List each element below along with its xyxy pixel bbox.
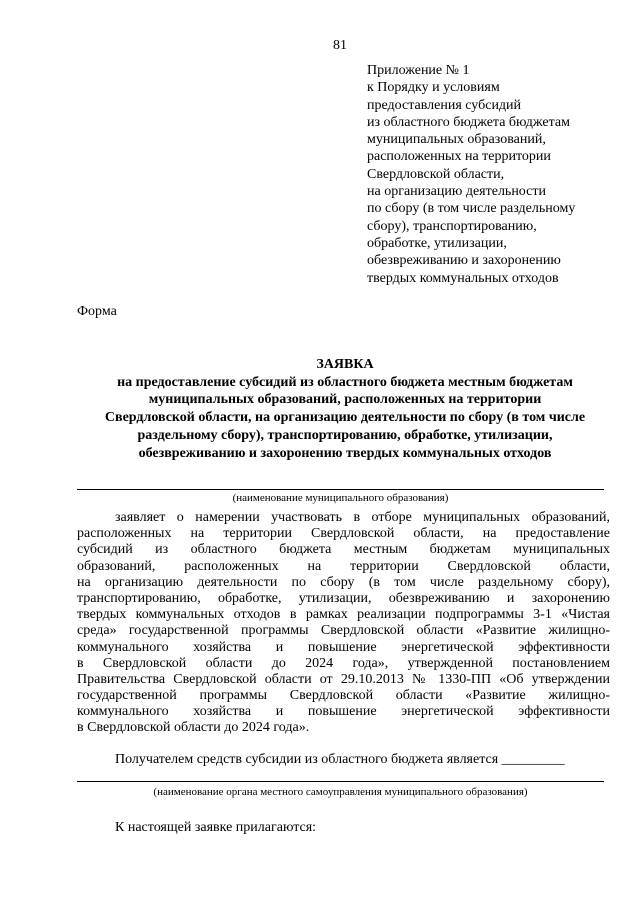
appendix-line: обезвреживанию и захоронению [367, 253, 561, 269]
body-line: расположенных на территории Свердловской области, на предоставление [77, 526, 610, 542]
title-line: муниципальных образований, расположенных на территории [148, 392, 542, 408]
municipality-fill-line [77, 489, 604, 490]
body-line: в Свердловской области до 2024 года», утвержденной постановлением [77, 655, 610, 671]
body-line: твердых коммунальных отходов в рамках реализации подпрограммы 3-1 «Чистая [77, 607, 610, 623]
application-body [77, 510, 610, 737]
appendix-line: к Порядку и условиям [367, 80, 500, 96]
appendix-line: муниципальных образований, [367, 132, 546, 148]
appendix-line: Приложение № 1 [367, 63, 470, 78]
body-line: коммунального хозяйства и повышение энергетической эффективности [77, 704, 610, 720]
body-line: субсидий из областного бюджета местным бюджетам муниципальных [77, 542, 610, 558]
body-line: Правительства Свердловской области от 29.10.2013 № 1330-ПП «Об утверждении [77, 671, 610, 687]
body-line: транспортированию, обработке, утилизации, обезвреживанию и захоронению [77, 590, 610, 606]
body-line: государственной программы Свердловской области «Развитие жилищно- [77, 688, 610, 704]
body-line: заявляет о намерении участвовать в отборе муниципальных образований, [115, 510, 610, 525]
appendix-line: обработке, утилизации, [367, 235, 507, 251]
body-line: среда» государственной программы Свердловской области «Развитие жилищно- [77, 623, 610, 639]
appendix-line: предоставления субсидий [367, 97, 522, 113]
title-line: обезвреживанию и захоронению твердых коммунальных отходов [138, 445, 552, 461]
page-number: 81 [333, 38, 347, 53]
appendix-header [367, 62, 632, 287]
document-title [70, 356, 620, 462]
attachments-heading: К настоящей заявке прилагаются: [115, 820, 317, 835]
municipality-caption: (наименование муниципального образования) [232, 492, 449, 504]
appendix-line: из областного бюджета бюджетам [367, 114, 570, 130]
title-line: раздельному сбору), транспортированию, обработке, утилизации, [137, 427, 553, 443]
title-line: Свердловской области, на организацию деятельности по сбору (в том числе [104, 410, 586, 426]
title-heading: ЗАЯВКА [316, 357, 374, 372]
appendix-line: сбору), транспортированию, [367, 218, 537, 234]
body-line: в Свердловской области до 2024 года». [77, 720, 310, 736]
body-line: образований, расположенных на территории Свердловской области, [77, 558, 610, 574]
appendix-line: на организацию деятельности [367, 184, 546, 200]
recipient-statement: Получателем средств субсидии из областного бюджета является _________ [115, 752, 565, 767]
authority-fill-line [77, 781, 604, 782]
appendix-line: расположенных на территории [367, 149, 551, 165]
body-line: на организацию деятельности по сбору (в том числе раздельному сбору), [77, 574, 610, 590]
appendix-line: по сбору (в том числе раздельному [367, 201, 576, 217]
body-line: коммунального хозяйства и повышение энергетической эффективности [77, 639, 610, 655]
form-label: Форма [77, 304, 117, 319]
title-line: на предоставление субсидий из областного бюджета местным бюджетам [117, 374, 573, 390]
authority-caption: (наименование органа местного самоуправления муниципального образования) [153, 786, 528, 798]
appendix-line: Свердловской области, [367, 166, 505, 182]
appendix-line: твердых коммунальных отходов [367, 270, 559, 286]
